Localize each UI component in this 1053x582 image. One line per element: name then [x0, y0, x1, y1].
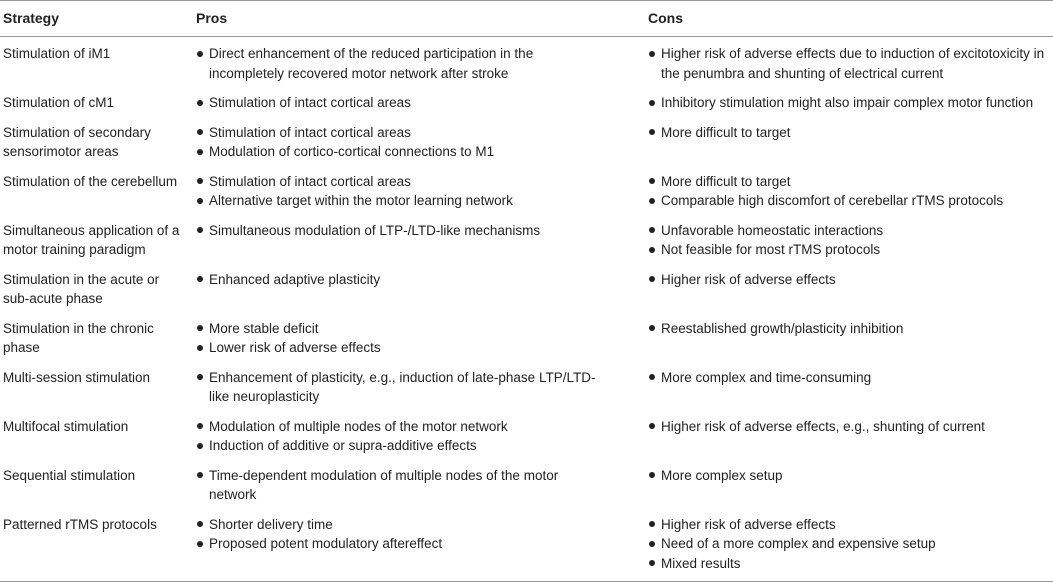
- pro-item: Simultaneous modulation of LTP-/LTD-like mechanisms: [196, 221, 648, 241]
- con-item: Inhibitory stimulation might also impair complex motor function: [648, 93, 1053, 113]
- column-header-cons: Cons: [648, 10, 683, 26]
- pros-list: [196, 172, 648, 211]
- cons-cell: [648, 217, 1053, 266]
- cons-cell: [648, 364, 1053, 413]
- con-item: More difficult to target: [648, 123, 1053, 143]
- cons-cell: [648, 37, 1053, 90]
- strategy-cell: Sequential stimulation: [3, 467, 136, 483]
- strategy-cell: Multifocal stimulation: [3, 418, 129, 434]
- con-item: More complex and time-consuming: [648, 368, 1053, 388]
- pros-cell: [196, 217, 648, 266]
- con-item: Mixed results: [648, 554, 1053, 574]
- cons-list: [648, 466, 1053, 486]
- pros-list: [196, 44, 648, 83]
- con-item: Comparable high discomfort of cerebellar rTMS protocols: [648, 191, 1053, 211]
- table-row: [0, 168, 1053, 217]
- pro-item: Lower risk of adverse effects: [196, 338, 648, 358]
- pros-cell: [196, 511, 648, 582]
- cons-list: [648, 172, 1053, 211]
- cons-cell: [648, 168, 1053, 217]
- pros-cell: [196, 37, 648, 90]
- pros-list: [196, 123, 648, 162]
- strategy-cell: Multi-session stimulation: [3, 369, 151, 385]
- strategy-cell: Simultaneous application of a motor training paradigm: [3, 222, 180, 257]
- cons-cell: [648, 266, 1053, 315]
- pro-item: Time-dependent modulation of multiple nodes of the motor network: [196, 466, 648, 505]
- column-header-strategy: Strategy: [3, 10, 60, 26]
- pro-item: More stable deficit: [196, 319, 648, 339]
- pro-item: Enhancement of plasticity, e.g., induction of late-phase LTP/LTD-like neuroplasticity: [196, 368, 648, 407]
- con-item: Higher risk of adverse effects: [648, 515, 1053, 535]
- pros-cell: [196, 89, 648, 119]
- cons-list: [648, 44, 1053, 83]
- con-item: Higher risk of adverse effects due to induction of excitotoxicity in the penumbra and shunting of electrical current: [648, 44, 1053, 83]
- table-row: [0, 119, 1053, 168]
- con-item: Need of a more complex and expensive setup: [648, 534, 1053, 554]
- pros-list: [196, 221, 648, 241]
- table-row: [0, 364, 1053, 413]
- strategy-cell: Stimulation of secondary sensorimotor areas: [3, 124, 151, 159]
- cons-cell: [648, 89, 1053, 119]
- strategy-cell: Stimulation in the chronic phase: [3, 320, 154, 355]
- cons-cell: [648, 511, 1053, 582]
- pros-cell: [196, 364, 648, 413]
- pros-cell: [196, 168, 648, 217]
- cons-list: [648, 515, 1053, 574]
- pros-cell: [196, 315, 648, 364]
- pro-item: Stimulation of intact cortical areas: [196, 93, 648, 113]
- pro-item: Alternative target within the motor learning network: [196, 191, 648, 211]
- pro-item: Shorter delivery time: [196, 515, 648, 535]
- strategy-cell: Patterned rTMS protocols: [3, 516, 157, 532]
- table-header: [0, 1, 1053, 37]
- cons-cell: [648, 315, 1053, 364]
- pro-item: Enhanced adaptive plasticity: [196, 270, 648, 290]
- table-row: [0, 511, 1053, 582]
- pro-item: Stimulation of intact cortical areas: [196, 172, 648, 192]
- pros-cell: [196, 266, 648, 315]
- cons-cell: [648, 462, 1053, 511]
- cons-list: [648, 221, 1053, 260]
- con-item: Higher risk of adverse effects: [648, 270, 1053, 290]
- pros-cell: [196, 462, 648, 511]
- column-header-pros: Pros: [196, 10, 228, 26]
- strategy-cell: Stimulation of iM1: [3, 46, 111, 61]
- header-row: [0, 1, 1053, 37]
- strategy-cell: Stimulation of the cerebellum: [3, 173, 178, 189]
- table-body: [0, 37, 1053, 582]
- pro-item: Modulation of cortico-cortical connections to M1: [196, 142, 648, 162]
- pros-list: [196, 466, 648, 505]
- pro-item: Modulation of multiple nodes of the motor network: [196, 417, 648, 437]
- pro-item: Induction of additive or supra-additive effects: [196, 436, 648, 456]
- table-row: [0, 89, 1053, 119]
- pros-list: [196, 417, 648, 456]
- pro-item: Direct enhancement of the reduced participation in the incompletely recovered motor network after stroke: [196, 44, 648, 83]
- table-row: [0, 315, 1053, 364]
- pro-item: Stimulation of intact cortical areas: [196, 123, 648, 143]
- table-row: [0, 217, 1053, 266]
- cons-list: [648, 319, 1053, 339]
- pros-list: [196, 270, 648, 290]
- pros-list: [196, 368, 648, 407]
- pros-cell: [196, 119, 648, 168]
- pros-list: [196, 515, 648, 554]
- con-item: Higher risk of adverse effects, e.g., shunting of current: [648, 417, 1053, 437]
- con-item: Reestablished growth/plasticity inhibition: [648, 319, 1053, 339]
- con-item: More complex setup: [648, 466, 1053, 486]
- cons-cell: [648, 119, 1053, 168]
- table-row: [0, 266, 1053, 315]
- table-row: [0, 413, 1053, 462]
- cons-list: [648, 93, 1053, 113]
- pros-list: [196, 93, 648, 113]
- cons-cell: [648, 413, 1053, 462]
- cons-list: [648, 417, 1053, 437]
- con-item: Not feasible for most rTMS protocols: [648, 240, 1053, 260]
- pros-cell: [196, 413, 648, 462]
- table-row: [0, 37, 1053, 90]
- pros-list: [196, 319, 648, 358]
- strategy-cell: Stimulation of cM1: [3, 95, 115, 110]
- strategy-cell: Stimulation in the acute or sub-acute phase: [3, 271, 160, 306]
- con-item: Unfavorable homeostatic interactions: [648, 221, 1053, 241]
- con-item: More difficult to target: [648, 172, 1053, 192]
- cons-list: [648, 368, 1053, 388]
- pro-item: Proposed potent modulatory aftereffect: [196, 534, 648, 554]
- table-row: [0, 462, 1053, 511]
- cons-list: [648, 123, 1053, 143]
- cons-list: [648, 270, 1053, 290]
